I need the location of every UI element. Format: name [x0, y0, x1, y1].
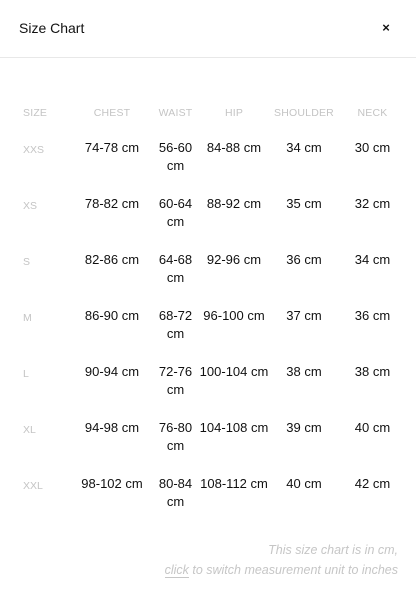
column-header-shoulder: SHOULDER: [274, 107, 334, 119]
table-row: [14, 354, 406, 410]
close-icon[interactable]: ×: [382, 20, 390, 35]
cell-waist: 60-64 cm: [158, 196, 193, 229]
table-row: [14, 186, 406, 242]
column-header-neck: NECK: [357, 107, 388, 119]
unit-note-line2-rest: to switch measurement unit to inches: [188, 563, 398, 577]
cell-chest: 94-98 cm: [84, 420, 140, 435]
cell-chest: 74-78 cm: [84, 140, 140, 155]
cell-hip: 100-104 cm: [199, 364, 269, 379]
cell-waist: 80-84 cm: [158, 476, 193, 509]
cell-hip: 92-96 cm: [206, 252, 262, 267]
cell-size: XXL: [23, 480, 43, 492]
cell-hip: 104-108 cm: [199, 420, 269, 435]
cell-neck: 38 cm: [354, 364, 391, 379]
size-chart-table: [14, 96, 406, 522]
unit-note: [98, 540, 398, 580]
cell-hip: 84-88 cm: [206, 140, 262, 155]
table-row: [14, 410, 406, 466]
table-row: [14, 298, 406, 354]
page-title: Size Chart: [19, 20, 85, 36]
column-header-waist: WAIST: [158, 107, 193, 119]
cell-shoulder: 40 cm: [286, 476, 322, 491]
cell-waist: 76-80 cm: [158, 420, 193, 453]
cell-size: L: [23, 368, 29, 380]
table-row: [14, 466, 406, 522]
cell-chest: 98-102 cm: [81, 476, 143, 491]
cell-size: M: [23, 312, 32, 324]
cell-neck: 40 cm: [354, 420, 391, 435]
cell-size: S: [23, 256, 31, 268]
cell-waist: 72-76 cm: [158, 364, 193, 397]
cell-hip: 88-92 cm: [206, 196, 262, 211]
switch-unit-link[interactable]: click: [164, 563, 189, 577]
cell-waist: 68-72 cm: [158, 308, 193, 341]
size-chart-header: [0, 0, 416, 58]
cell-hip: 96-100 cm: [203, 308, 265, 323]
cell-chest: 90-94 cm: [84, 364, 140, 379]
cell-shoulder: 38 cm: [286, 364, 322, 379]
table-row: [14, 242, 406, 298]
cell-hip: 108-112 cm: [200, 476, 268, 491]
cell-shoulder: 35 cm: [286, 196, 322, 211]
cell-neck: 42 cm: [354, 476, 391, 491]
cell-chest: 86-90 cm: [84, 308, 140, 323]
cell-neck: 32 cm: [354, 196, 391, 211]
column-header-size: SIZE: [23, 107, 48, 119]
cell-chest: 82-86 cm: [84, 252, 140, 267]
cell-waist: 56-60 cm: [158, 140, 193, 173]
column-header-chest: CHEST: [93, 107, 131, 119]
unit-note-line2: [98, 560, 398, 580]
cell-neck: 34 cm: [354, 252, 391, 267]
unit-note-line1: This size chart is in cm,: [268, 543, 398, 557]
cell-size: XXS: [23, 144, 45, 156]
cell-neck: 30 cm: [354, 140, 391, 155]
cell-shoulder: 39 cm: [286, 420, 322, 435]
column-header-hip: HIP: [224, 107, 244, 119]
cell-chest: 78-82 cm: [84, 196, 140, 211]
cell-shoulder: 37 cm: [286, 308, 322, 323]
cell-size: XS: [23, 200, 38, 212]
cell-waist: 64-68 cm: [158, 252, 193, 285]
cell-neck: 36 cm: [354, 308, 391, 323]
table-header-row: [14, 96, 406, 130]
cell-size: XL: [23, 424, 36, 436]
cell-shoulder: 34 cm: [286, 140, 322, 155]
table-row: [14, 130, 406, 186]
cell-shoulder: 36 cm: [286, 252, 322, 267]
